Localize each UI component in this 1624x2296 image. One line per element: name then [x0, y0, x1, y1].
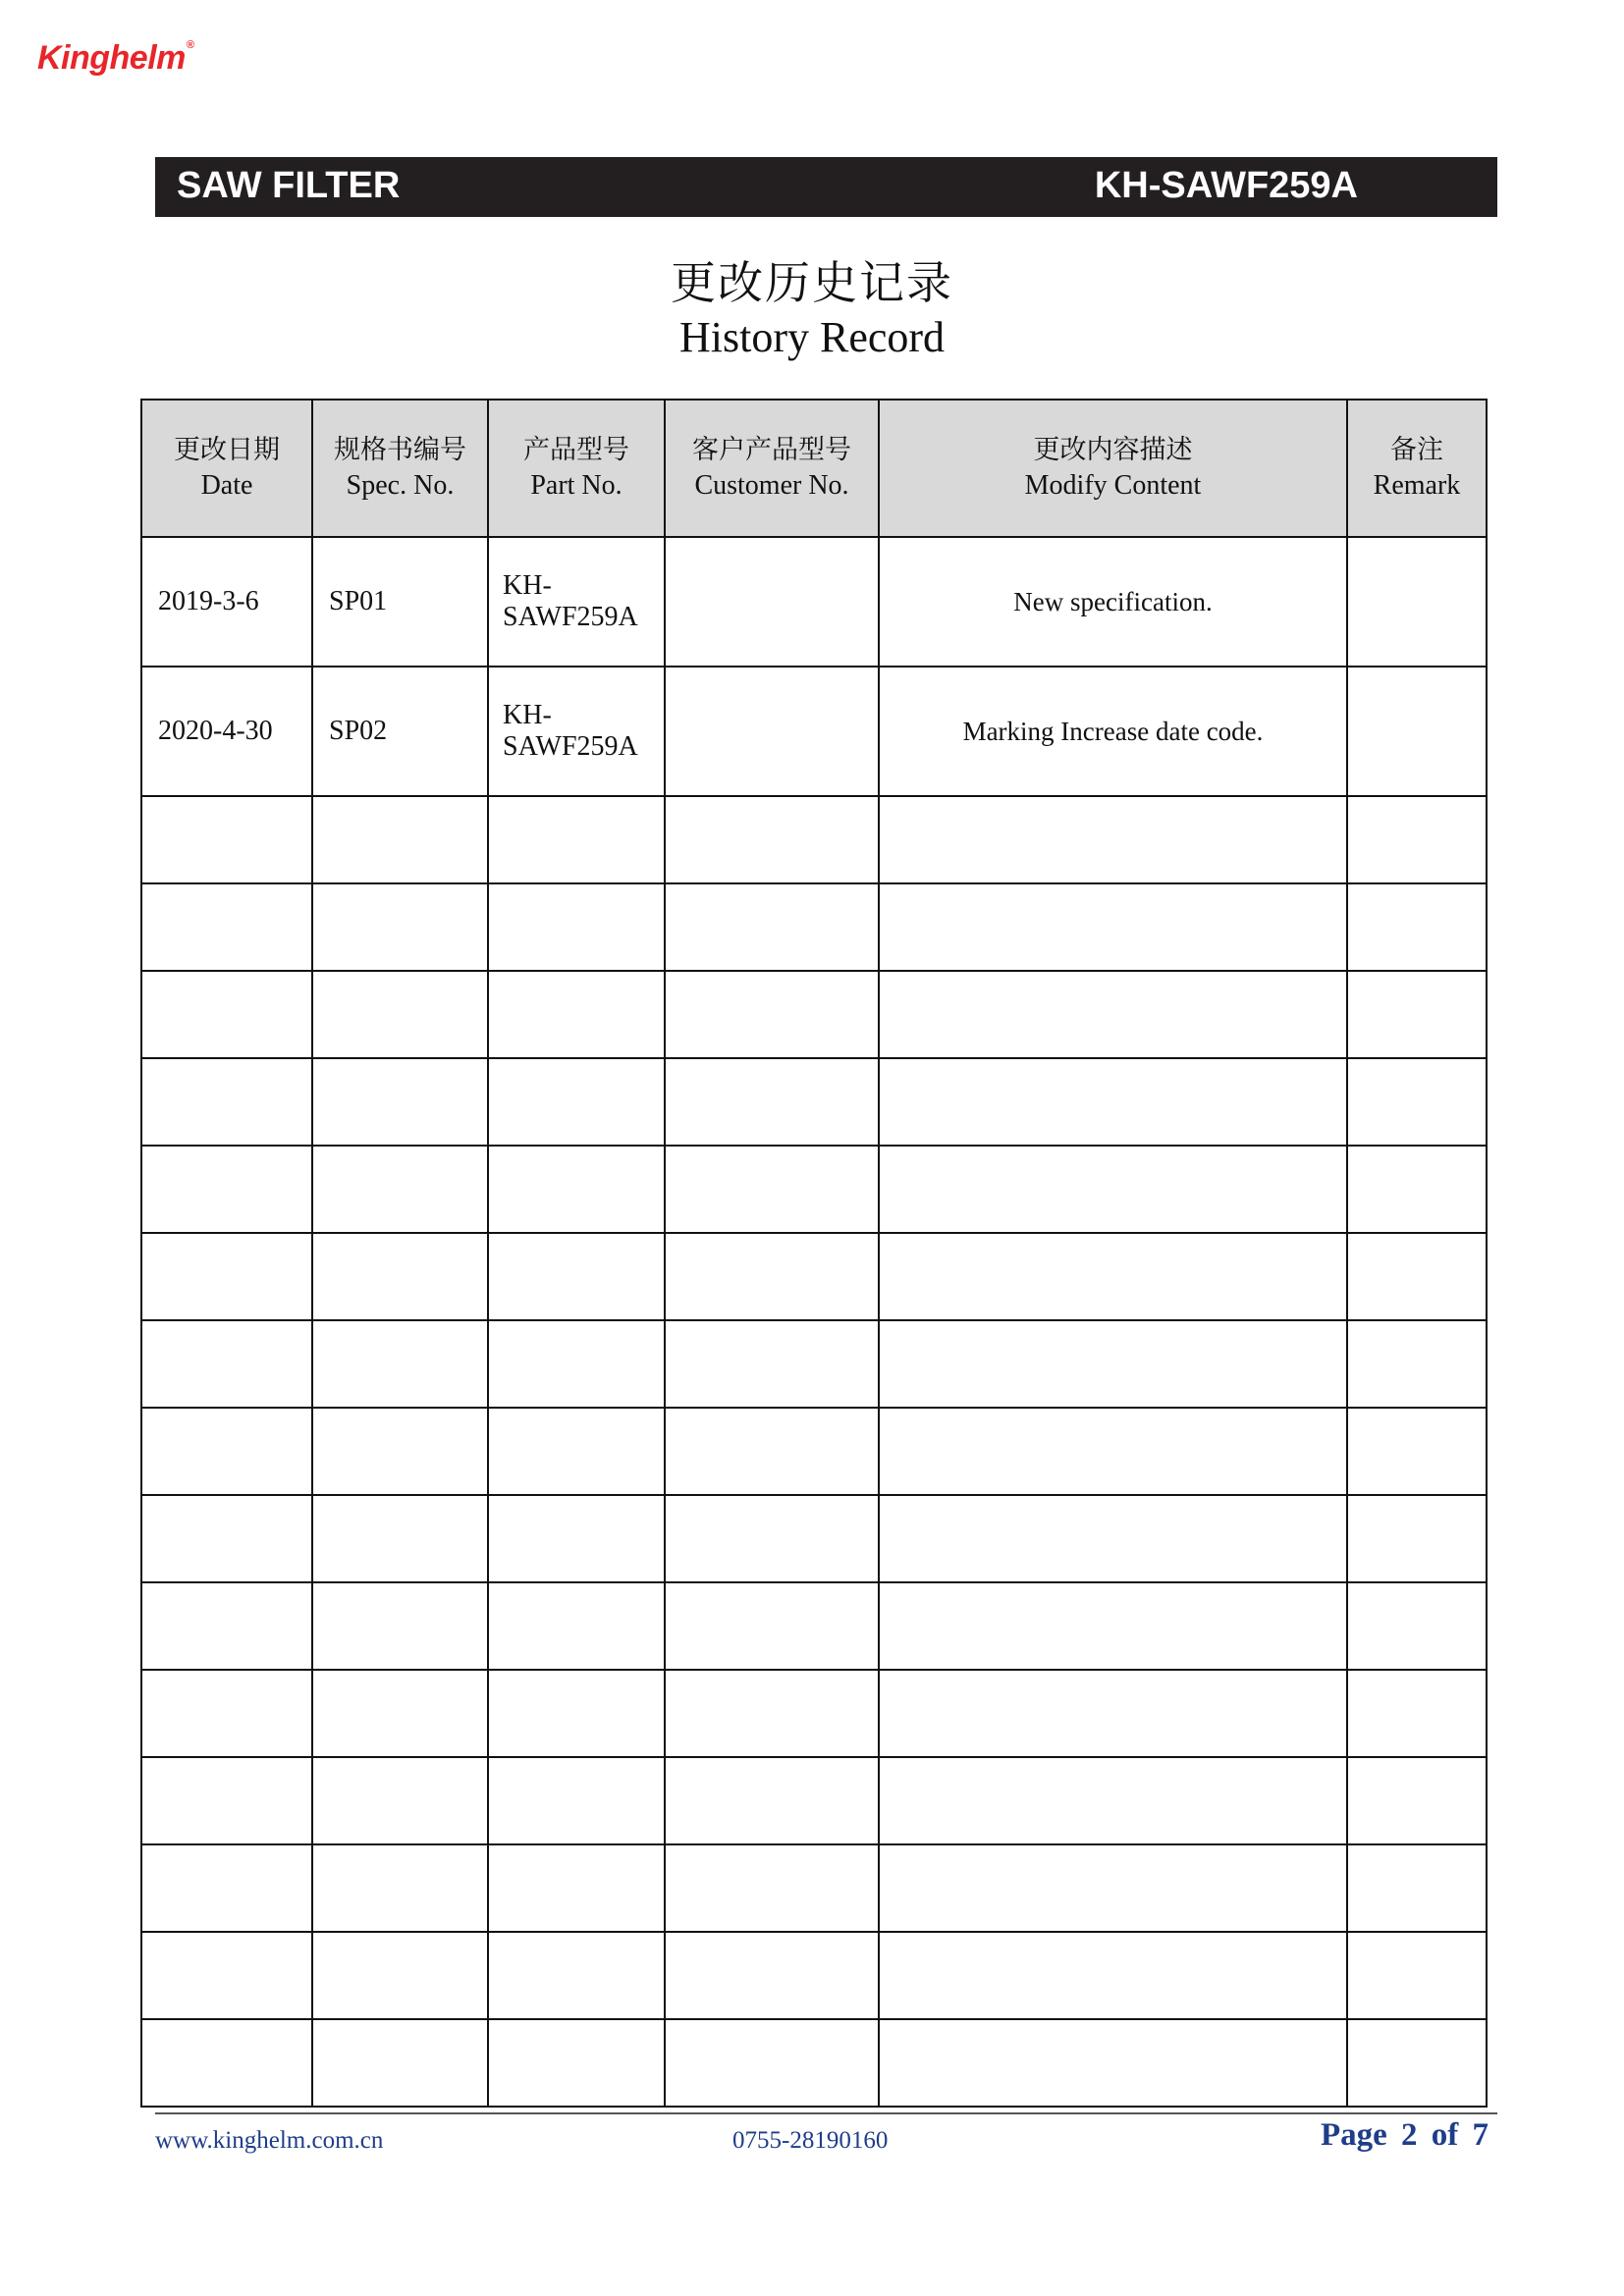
cell-date: [141, 1670, 312, 1757]
page-title-english: History Record: [678, 313, 946, 361]
cell-date: [141, 971, 312, 1058]
logo-text: Kinghelm: [37, 39, 186, 77]
cell-spec-no: [312, 971, 488, 1058]
kinghelm-logo: [37, 39, 194, 78]
cell-customer-no: [665, 1495, 879, 1582]
cell-spec-no: [312, 883, 488, 971]
header-part-no: 产品型号 Part No.: [488, 400, 665, 537]
header-remark: 备注 Remark: [1347, 400, 1487, 537]
cell-date: [141, 1408, 312, 1495]
table-row: [141, 537, 1487, 667]
table-row-empty: [141, 883, 1487, 971]
cell-customer-no: [665, 883, 879, 971]
cell-spec-no: [312, 1582, 488, 1670]
cell-modify-content: Marking Increase date code.: [879, 667, 1347, 796]
cell-remark: [1347, 537, 1487, 667]
cell-part-no: [488, 883, 665, 971]
cell-remark: [1347, 796, 1487, 883]
cell-remark: [1347, 971, 1487, 1058]
cell-remark: [1347, 883, 1487, 971]
cell-remark: [1347, 1932, 1487, 2019]
cell-customer-no: [665, 1932, 879, 2019]
cell-modify-content: [879, 1146, 1347, 1233]
cell-customer-no: [665, 1408, 879, 1495]
cell-date: [141, 1757, 312, 1844]
cell-customer-no: [665, 1058, 879, 1146]
banner-product-type: SAW FILTER: [177, 165, 401, 206]
cell-modify-content: [879, 1844, 1347, 1932]
cell-remark: [1347, 1058, 1487, 1146]
cell-remark: [1347, 1757, 1487, 1844]
cell-modify-content: [879, 883, 1347, 971]
cell-modify-content: [879, 1320, 1347, 1408]
table-row-empty: [141, 2019, 1487, 2107]
table-row-empty: [141, 1670, 1487, 1757]
cell-part-no: [488, 1582, 665, 1670]
table-header-row: [141, 400, 1487, 537]
header-date: 更改日期 Date: [141, 400, 312, 537]
table-row-empty: [141, 1058, 1487, 1146]
cell-date: [141, 1146, 312, 1233]
cell-remark: [1347, 1146, 1487, 1233]
cell-part-no: [488, 1932, 665, 2019]
cell-date: 2019-3-6: [141, 537, 312, 667]
cell-remark: [1347, 1320, 1487, 1408]
cell-date: [141, 1932, 312, 2019]
cell-date: [141, 2019, 312, 2107]
header-customer-no: 客户产品型号 Customer No.: [665, 400, 879, 537]
cell-part-no: [488, 1757, 665, 1844]
table-row-empty: [141, 1757, 1487, 1844]
cell-remark: [1347, 1670, 1487, 1757]
cell-customer-no: [665, 1320, 879, 1408]
cell-date: 2020-4-30: [141, 667, 312, 796]
cell-date: [141, 1058, 312, 1146]
cell-remark: [1347, 1582, 1487, 1670]
cell-date: [141, 1495, 312, 1582]
history-record-table: [140, 399, 1488, 2108]
table-row-empty: [141, 1233, 1487, 1320]
cell-part-no: [488, 1495, 665, 1582]
cell-modify-content: [879, 1670, 1347, 1757]
cell-modify-content: [879, 1757, 1347, 1844]
cell-modify-content: [879, 1495, 1347, 1582]
cell-part-no: [488, 1146, 665, 1233]
page-title-chinese: 更改历史记录: [671, 256, 953, 309]
table-row-empty: [141, 1408, 1487, 1495]
cell-remark: [1347, 1233, 1487, 1320]
cell-part-no: [488, 1844, 665, 1932]
cell-part-no: [488, 796, 665, 883]
cell-customer-no: [665, 537, 879, 667]
cell-customer-no: [665, 2019, 879, 2107]
cell-modify-content: [879, 796, 1347, 883]
footer-website: www.kinghelm.com.cn: [155, 2127, 384, 2154]
table-row: [141, 667, 1487, 796]
cell-customer-no: [665, 1233, 879, 1320]
cell-date: [141, 1844, 312, 1932]
cell-date: [141, 796, 312, 883]
cell-date: [141, 883, 312, 971]
document-banner: [155, 157, 1497, 217]
cell-part-no: KH- SAWF259A: [488, 537, 665, 667]
cell-spec-no: [312, 796, 488, 883]
table-row-empty: [141, 1320, 1487, 1408]
cell-modify-content: [879, 2019, 1347, 2107]
table-row-empty: [141, 1932, 1487, 2019]
cell-remark: [1347, 2019, 1487, 2107]
cell-part-no: [488, 971, 665, 1058]
table-row-empty: [141, 796, 1487, 883]
table-row-empty: [141, 971, 1487, 1058]
cell-remark: [1347, 1844, 1487, 1932]
cell-part-no: [488, 1320, 665, 1408]
header-modify-content: 更改内容描述 Modify Content: [879, 400, 1347, 537]
cell-remark: [1347, 667, 1487, 796]
cell-spec-no: [312, 1408, 488, 1495]
cell-customer-no: [665, 796, 879, 883]
cell-remark: [1347, 1408, 1487, 1495]
cell-customer-no: [665, 667, 879, 796]
cell-date: [141, 1320, 312, 1408]
cell-spec-no: [312, 1146, 488, 1233]
cell-spec-no: SP01: [312, 537, 488, 667]
table-row-empty: [141, 1146, 1487, 1233]
cell-modify-content: [879, 971, 1347, 1058]
footer-phone: 0755-28190160: [732, 2127, 889, 2154]
cell-spec-no: [312, 1932, 488, 2019]
cell-modify-content: [879, 1408, 1347, 1495]
cell-modify-content: New specification.: [879, 537, 1347, 667]
cell-spec-no: [312, 1320, 488, 1408]
cell-customer-no: [665, 971, 879, 1058]
table-row-empty: [141, 1844, 1487, 1932]
cell-spec-no: [312, 1670, 488, 1757]
cell-part-no: [488, 1670, 665, 1757]
cell-customer-no: [665, 1670, 879, 1757]
cell-spec-no: [312, 1058, 488, 1146]
cell-spec-no: [312, 2019, 488, 2107]
cell-modify-content: [879, 1233, 1347, 1320]
table-row-empty: [141, 1582, 1487, 1670]
cell-customer-no: [665, 1582, 879, 1670]
cell-spec-no: [312, 1495, 488, 1582]
cell-customer-no: [665, 1757, 879, 1844]
registered-mark: ®: [186, 39, 194, 51]
cell-part-no: [488, 1233, 665, 1320]
cell-date: [141, 1582, 312, 1670]
cell-modify-content: [879, 1932, 1347, 2019]
cell-spec-no: [312, 1757, 488, 1844]
table-row-empty: [141, 1495, 1487, 1582]
header-spec-no: 规格书编号 Spec. No.: [312, 400, 488, 537]
cell-spec-no: SP02: [312, 667, 488, 796]
cell-part-no: KH- SAWF259A: [488, 667, 665, 796]
cell-part-no: [488, 2019, 665, 2107]
cell-customer-no: [665, 1146, 879, 1233]
cell-part-no: [488, 1408, 665, 1495]
banner-part-number: KH-SAWF259A: [1094, 165, 1358, 206]
page-number: Page 2 of 7: [1320, 2117, 1489, 2153]
cell-modify-content: [879, 1582, 1347, 1670]
cell-spec-no: [312, 1233, 488, 1320]
cell-part-no: [488, 1058, 665, 1146]
cell-spec-no: [312, 1844, 488, 1932]
cell-date: [141, 1233, 312, 1320]
cell-modify-content: [879, 1058, 1347, 1146]
footer-divider: [155, 2112, 1497, 2114]
cell-remark: [1347, 1495, 1487, 1582]
cell-customer-no: [665, 1844, 879, 1932]
